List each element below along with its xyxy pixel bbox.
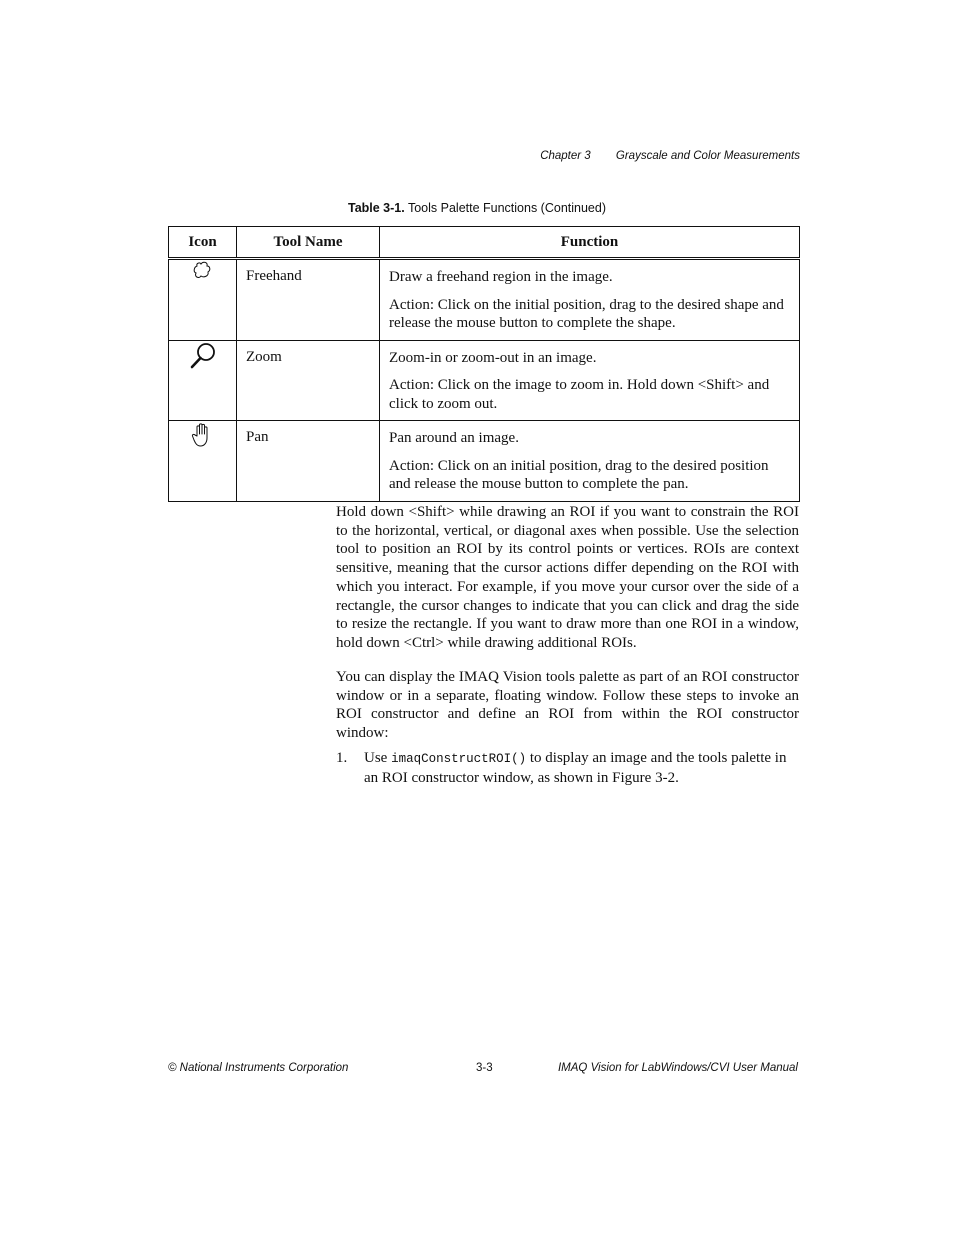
roi-constraint-paragraph: Hold down <Shift> while drawing an ROI if you want to constrain the ROI to the horizontal, vertical, or diagonal axes when possible. Use the selection tool to position an ROI by its control points or vertices. ROIs are context sensitive, meaning that the cursor actions differ depending on the ROI with which you interact. For example, if you move your cursor over the side of a rectangle, the cursor changes to indicate that you can click and drag the side to resize the rectangle. If you want to draw more than one ROI in a window, hold down <Ctrl> while drawing additional ROIs. [336,504,799,651]
table-caption [0,201,954,215]
step-number: 1. [336,750,348,766]
icon-cell [169,421,237,502]
footer-manual-title: IMAQ Vision for LabWindows/CVI User Manual [557,1062,798,1074]
function-cell [380,259,800,341]
tool-name-freehand: Freehand [237,259,380,341]
function-code: imaqConstructROI() [391,752,527,766]
function-action: Action: Click on an initial position, drag to the desired position and release the mouse button to complete the pan. [389,457,769,492]
table-row [169,421,800,502]
step-list-item [336,749,799,788]
step-text [364,749,799,788]
tool-name-zoom: Zoom [237,340,380,421]
footer-copyright: © National Instruments Corporation [168,1062,349,1074]
table-header-row [169,227,800,259]
icon-cell [169,259,237,341]
table-row [169,340,800,421]
tools-palette-paragraph: You can display the IMAQ Vision tools palette as part of an ROI constructor window or in a separate, floating window. Follow these steps to invoke an ROI constructor and define an ROI from within the ROI constructor window: [336,669,799,742]
icon-cell [169,340,237,421]
function-description: Zoom-in or zoom-out in an image. [389,349,597,366]
function-action: Action: Click on the initial position, drag to the desired shape and release the mouse button to complete the shape. [389,296,784,331]
tool-name-pan: Pan [237,421,380,502]
function-action: Action: Click on the image to zoom in. Hold down <Shift> and click to zoom out. [389,377,770,412]
function-cell [380,421,800,502]
table-row [169,259,800,341]
table-caption-text: Tools Palette Functions (Continued) [407,201,606,215]
header-chapter: Chapter 3 [540,150,591,162]
column-header-function: Function [380,227,800,259]
column-header-icon: Icon [169,227,237,259]
step-text-after: to display an image and the tools palette in an ROI constructor window, as shown in Figure 3-2. [364,750,787,786]
step-text-before: Use [364,750,392,766]
pan-icon [190,421,216,449]
function-description: Pan around an image. [389,430,519,446]
tools-palette-table [168,226,800,502]
function-description: Draw a freehand region in the image. [389,269,613,285]
function-cell [380,340,800,421]
page-number: 3-3 [476,1062,493,1074]
running-header [540,150,800,162]
column-header-tool-name: Tool Name [237,227,380,259]
freehand-icon [191,260,215,282]
zoom-icon [188,341,218,371]
header-section: Grayscale and Color Measurements [615,150,800,162]
table-caption-label: Table 3-1. [347,201,405,215]
